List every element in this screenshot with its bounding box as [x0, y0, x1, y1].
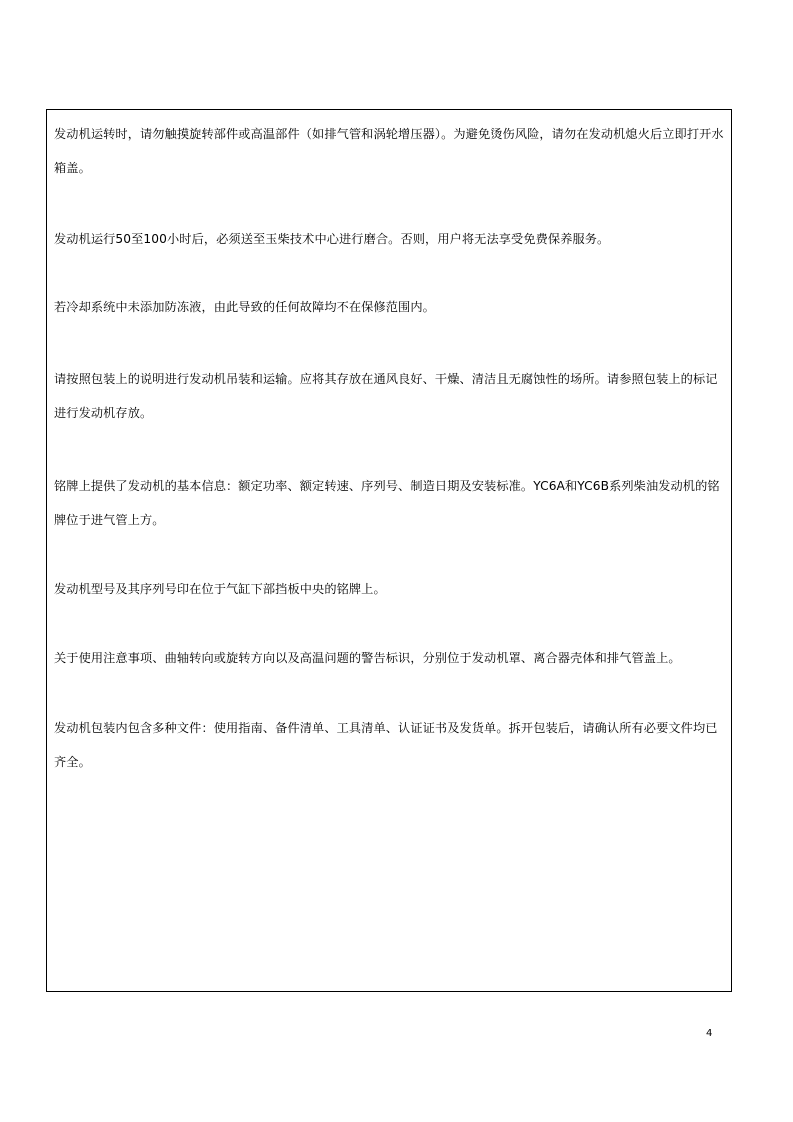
content-frame — [46, 109, 732, 992]
paragraph-engine-running-warning: 发动机运转时，请勿触摸旋转部件或高温部件（如排气管和涡轮增压器）。为避免烫伤风险，请勿在发动机熄火后立即打开水箱盖。 — [54, 127, 724, 175]
paragraph-package-documents: 发动机包装内包含多种文件：使用指南、备件清单、工具清单、认证证书及发货单。拆开包装后，请确认所有必要文件均已齐全。 — [54, 721, 718, 769]
paragraph-break-in-service: 发动机运行50至100小时后，必须送至玉柴技术中心进行磨合。否则，用户将无法享受免费保养服务。 — [54, 232, 610, 246]
paragraph-antifreeze-warranty: 若冷却系统中未添加防冻液，由此导致的任何故障均不在保修范围内。 — [54, 300, 435, 314]
page-number: 4 — [706, 1028, 713, 1039]
paragraph-lifting-storage: 请按照包装上的说明进行发动机吊装和运输。应将其存放在通风良好、干燥、清洁且无腐蚀性的场所。请参照包装上的标记进行发动机存放。 — [54, 372, 718, 420]
paragraph-warning-labels: 关于使用注意事项、曲轴转向或旋转方向以及高温问题的警告标识，分别位于发动机罩、离合器壳体和排气管盖上。 — [54, 651, 681, 665]
paragraph-serial-number-location: 发动机型号及其序列号印在位于气缸下部挡板中央的铭牌上。 — [54, 582, 386, 596]
paragraph-nameplate-info: 铭牌上提供了发动机的基本信息：额定功率、额定转速、序列号、制造日期及安装标准。YC6A和YC6B系列柴油发动机的铭牌位于进气管上方。 — [54, 479, 720, 527]
